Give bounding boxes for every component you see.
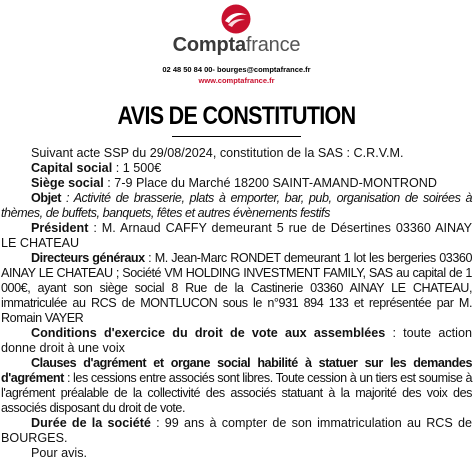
objet-paragraph [1,191,472,221]
comptafrance-emblem-icon [221,4,251,34]
duree-paragraph [1,416,472,446]
closing-paragraph: Pour avis. [31,446,87,460]
president-label: Président [31,221,89,235]
notice-title: AVIS DE CONSTITUTION [117,102,356,130]
vote-paragraph [1,326,472,356]
president-value: : M. Arnaud CAFFY demeurant 5 rue de Désertines 03360 AINAY LE CHATEAU [1,221,472,250]
agrement-paragraph [1,356,472,416]
contact-line: 02 48 50 84 00- bourges@comptafrance.fr [162,65,311,74]
objet-label: Objet [31,191,61,205]
title-underline [172,136,301,137]
directeurs-paragraph [1,251,472,326]
agrement-value: : les cessions entre associés sont libres. Toute cession à un tiers est soumise à l'agrément préalable de la collectivité des associés statuant à la majorité des voix des associés disposant du droit de vote. [1,371,472,415]
website-link[interactable]: www.comptafrance.fr [198,76,275,85]
vote-value: : toute action donne droit à une voix [1,326,472,355]
directeurs-value: : M. Jean-Marc RONDET demeurant 1 lot les bergeries 03360 AINAY LE CHATEAU ; Société VM HOLDING INVESTMENT FAMILY, SAS au capital de 1 000€, ayant son siège social 8 Rue de la Castinerie 03360 AINAY LE CHATEAU, immatriculée au RCS de MONTLUCON sous le n°931 894 133 et représentée par M. Romain VAYER [1,251,472,325]
brand-name: Comptafrance [172,34,301,56]
duree-label: Durée de la société [31,416,151,430]
directeurs-label: Directeurs généraux [31,251,145,265]
duree-value: : 99 ans à compter de son immatriculation au RCS de BOURGES. [1,416,473,445]
notice-body [1,146,472,461]
intro-paragraph: Suivant acte SSP du 29/08/2024, constitution de la SAS : C.R.V.M. [31,146,404,160]
objet-value: : Activité de brasserie, plats à emporter, bar, pub, organisation de soirées à thèmes, de buffets, banquets, fêtes et autres évènements festifs [1,191,472,220]
capital-value: : 1 500€ [112,161,162,175]
president-paragraph [1,221,472,251]
vote-label: Conditions d'exercice du droit de vote aux assemblées [31,326,386,340]
capital-paragraph [1,161,472,176]
siege-label: Siège social [31,176,104,190]
siege-paragraph [1,176,472,191]
capital-label: Capital social [31,161,113,175]
agrement-label: Clauses d'agrément et organe social habilité à statuer sur les demandes d'agrément [1,356,472,385]
comptafrance-logo [0,0,473,96]
siege-value: : 7-9 Place du Marché 18200 SAINT-AMAND-MONTROND [103,176,437,190]
